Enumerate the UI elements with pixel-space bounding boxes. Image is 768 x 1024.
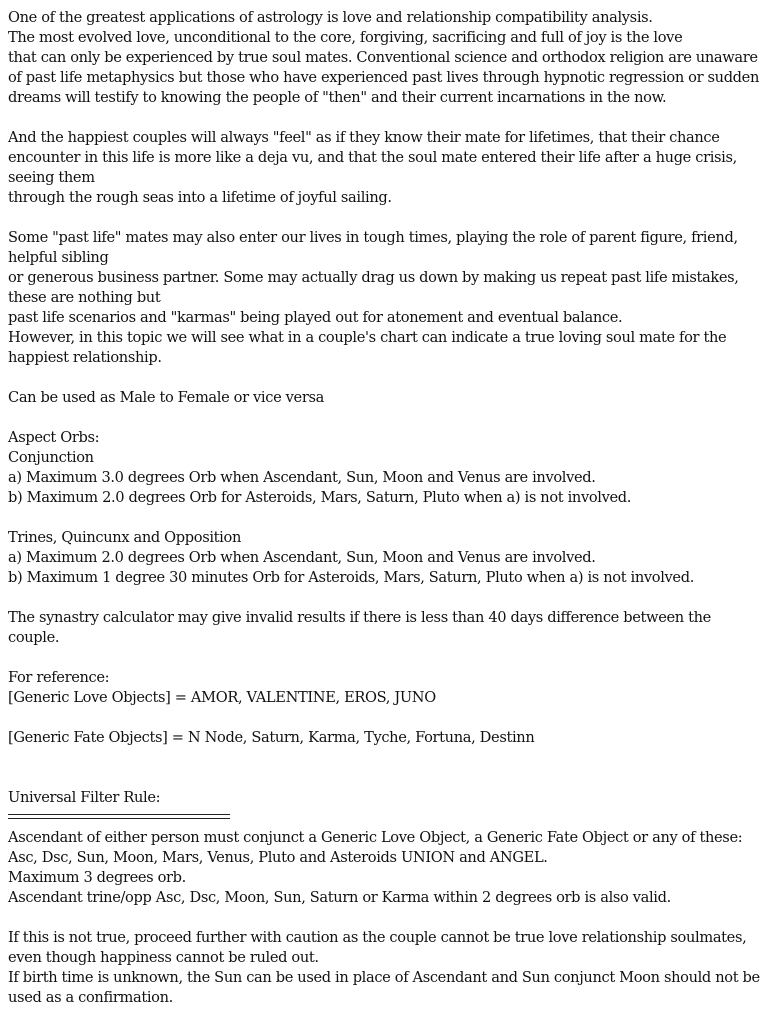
conjunction-rule-a: a) Maximum 3.0 degrees Orb when Ascendant, Sun, Moon and Venus are involved. [8, 469, 596, 486]
usage-note: Can be used as Male to Female or vice versa [8, 389, 324, 406]
spacer [8, 648, 760, 668]
text-line: However, in this topic we will see what in a couple's chart can indicate a true loving soul mate for the happiest relationship. [8, 329, 727, 366]
calculator-warning: The synastry calculator may give invalid results if there is less than 40 days difference between the couple. [8, 609, 711, 646]
aspect-orbs-heading: Aspect Orbs: [8, 429, 100, 446]
happy-couples-paragraph [8, 128, 760, 208]
generic-fate-objects: [Generic Fate Objects] = N Node, Saturn, Karma, Tyche, Fortuna, Destinn [8, 729, 535, 746]
past-life-mates-paragraph [8, 228, 760, 368]
intro-paragraph [8, 8, 760, 108]
spacer [8, 408, 760, 428]
text-line: And the happiest couples will always "feel" as if they know their mate for lifetimes, that their chance encounter in this life is more like a deja vu, and that the soul mate entered their life after a huge crisis, seeing them [8, 129, 737, 186]
spacer [8, 368, 760, 388]
text-line: dreams will testify to knowing the people of "then" and their current incarnations in the now. [8, 89, 667, 106]
filter-rule-line: Maximum 3 degrees orb. [8, 869, 186, 886]
filter-rule-section [8, 788, 760, 908]
filter-rule-heading: Universal Filter Rule: [8, 789, 161, 806]
conjunction-rule-b: b) Maximum 2.0 degrees Orb for Asteroids, Mars, Saturn, Pluto when a) is not involved. [8, 489, 632, 506]
spacer [8, 108, 760, 128]
trines-rule-a: a) Maximum 2.0 degrees Orb when Ascendant, Sun, Moon and Venus are involved. [8, 549, 596, 566]
text-line: through the rough seas into a lifetime of joyful sailing. [8, 189, 392, 206]
filter-rule-line: Ascendant of either person must conjunct a Generic Love Object, a Generic Fate Object or any of these: [8, 829, 743, 846]
spacer [8, 708, 760, 728]
text-line: past life scenarios and "karmas" being played out for atonement and eventual balance. [8, 309, 623, 326]
text-line: of past life metaphysics but those who have experienced past lives through hypnotic regression or sudden [8, 69, 760, 86]
double-underline [8, 814, 230, 819]
filter-rule-line: Ascendant trine/opp Asc, Dsc, Moon, Sun, Saturn or Karma within 2 degrees orb is also valid. [8, 889, 671, 906]
aspect-orbs-section [8, 428, 760, 588]
conjunction-title: Conjunction [8, 449, 94, 466]
spacer [8, 508, 760, 528]
text-line: One of the greatest applications of astrology is love and relationship compatibility analysis. [8, 9, 653, 26]
generic-love-objects: [Generic Love Objects] = AMOR, VALENTINE, EROS, JUNO [8, 689, 436, 706]
spacer [8, 908, 760, 928]
text-line: or generous business partner. Some may actually drag us down by making us repeat past life mistakes, these are nothing but [8, 269, 739, 306]
text-line: If this is not true, proceed further with caution as the couple cannot be true love relationship soulmates, even though happiness cannot be ruled out. [8, 929, 747, 966]
text-line: Some "past life" mates may also enter our lives in tough times, playing the role of parent figure, friend, helpful sibling [8, 229, 738, 266]
text-line: that can only be experienced by true soul mates. Conventional science and orthodox religion are unaware [8, 49, 758, 66]
spacer [8, 208, 760, 228]
trines-title: Trines, Quincunx and Opposition [8, 529, 241, 546]
text-line: The most evolved love, unconditional to the core, forgiving, sacrificing and full of joy is the love [8, 29, 683, 46]
reference-heading: For reference: [8, 669, 110, 686]
filter-rule-line: Asc, Dsc, Sun, Moon, Mars, Venus, Pluto and Asteroids UNION and ANGEL. [8, 849, 548, 866]
reference-section [8, 668, 760, 748]
document-body [8, 8, 760, 1008]
caution-paragraph [8, 928, 760, 1008]
spacer [8, 588, 760, 608]
spacer [8, 748, 760, 788]
heading-double-rule [8, 814, 760, 828]
trines-rule-b: b) Maximum 1 degree 30 minutes Orb for Asteroids, Mars, Saturn, Pluto when a) is not involved. [8, 569, 694, 586]
text-line: If birth time is unknown, the Sun can be used in place of Ascendant and Sun conjunct Moon should not be used as a confirmation. [8, 969, 760, 1006]
